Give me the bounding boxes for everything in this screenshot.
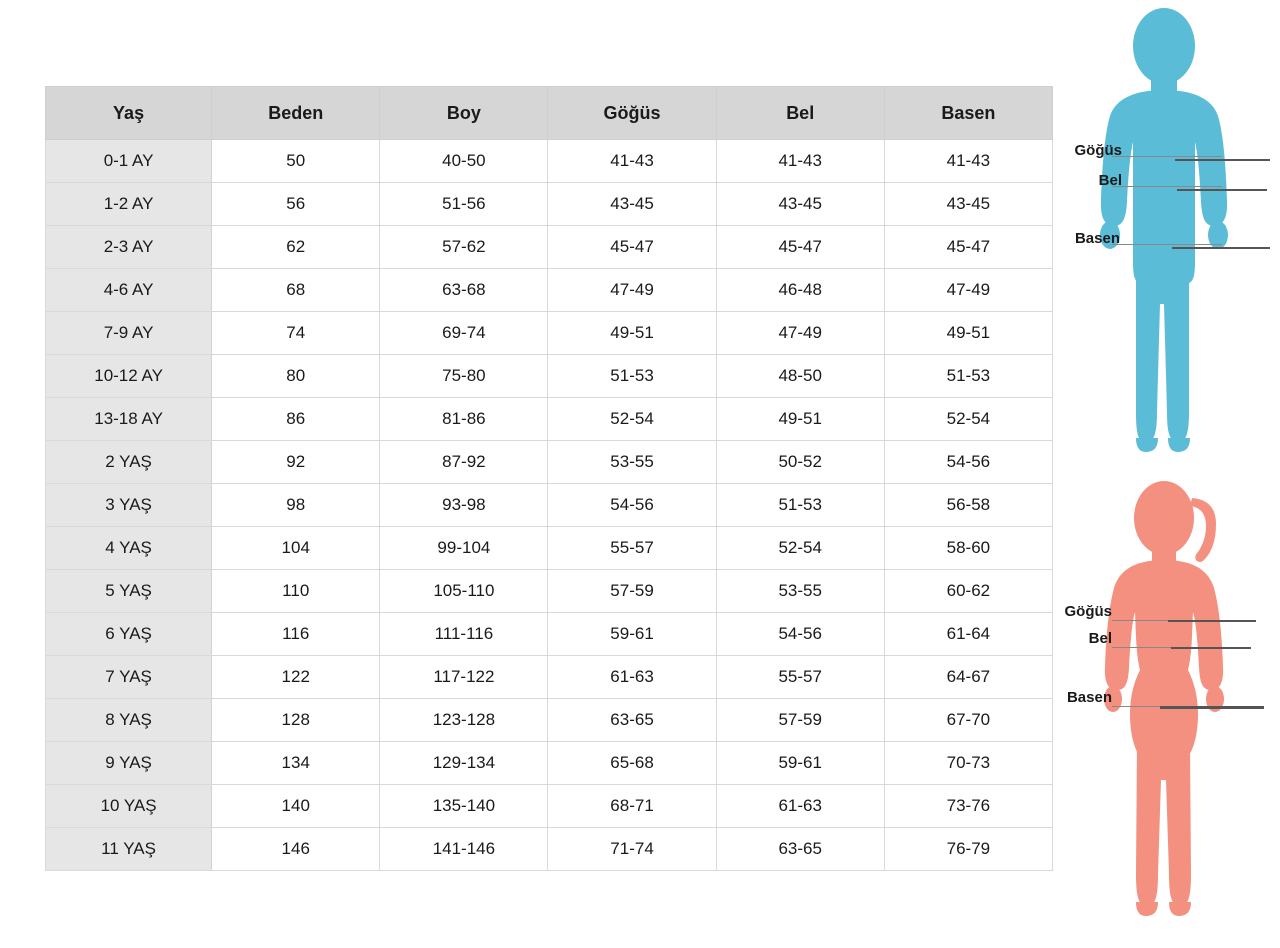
boy-waist-leader <box>1112 186 1222 187</box>
cell-gogus: 54-56 <box>548 484 716 527</box>
cell-beden: 140 <box>212 785 380 828</box>
column-header-bel: Bel <box>716 87 884 140</box>
cell-gogus: 43-45 <box>548 183 716 226</box>
cell-bel: 43-45 <box>716 183 884 226</box>
size-chart-table-container <box>45 86 1053 871</box>
table-row <box>46 484 1053 527</box>
cell-boy: 111-116 <box>380 613 548 656</box>
girl-waist-measure-line <box>1171 647 1251 649</box>
cell-basen: 61-64 <box>884 613 1052 656</box>
cell-bel: 48-50 <box>716 355 884 398</box>
cell-beden: 74 <box>212 312 380 355</box>
girl-chest-measure-line <box>1168 620 1256 622</box>
cell-gogus: 45-47 <box>548 226 716 269</box>
boy-waist-measure-line <box>1177 189 1267 191</box>
cell-beden: 62 <box>212 226 380 269</box>
table-row <box>46 140 1053 183</box>
cell-beden: 104 <box>212 527 380 570</box>
cell-age: 4-6 AY <box>46 269 212 312</box>
cell-basen: 64-67 <box>884 656 1052 699</box>
cell-gogus: 63-65 <box>548 699 716 742</box>
girl-hip-label: Basen <box>1066 689 1112 706</box>
cell-bel: 63-65 <box>716 828 884 871</box>
cell-boy: 57-62 <box>380 226 548 269</box>
cell-basen: 70-73 <box>884 742 1052 785</box>
cell-age: 10 YAŞ <box>46 785 212 828</box>
cell-beden: 110 <box>212 570 380 613</box>
cell-boy: 135-140 <box>380 785 548 828</box>
table-row <box>46 269 1053 312</box>
cell-gogus: 61-63 <box>548 656 716 699</box>
cell-boy: 99-104 <box>380 527 548 570</box>
table-row <box>46 828 1053 871</box>
table-row <box>46 742 1053 785</box>
cell-basen: 67-70 <box>884 699 1052 742</box>
cell-basen: 51-53 <box>884 355 1052 398</box>
table-row <box>46 656 1053 699</box>
cell-basen: 43-45 <box>884 183 1052 226</box>
column-header-boy: Boy <box>380 87 548 140</box>
cell-basen: 52-54 <box>884 398 1052 441</box>
cell-gogus: 52-54 <box>548 398 716 441</box>
column-header-gogus: Göğüs <box>548 87 716 140</box>
cell-gogus: 59-61 <box>548 613 716 656</box>
cell-boy: 117-122 <box>380 656 548 699</box>
cell-basen: 56-58 <box>884 484 1052 527</box>
boy-hip-measure-line <box>1172 247 1270 249</box>
table-row <box>46 699 1053 742</box>
girl-hip-measure-line <box>1160 706 1264 709</box>
cell-boy: 87-92 <box>380 441 548 484</box>
cell-gogus: 49-51 <box>548 312 716 355</box>
boy-hip-label: Basen <box>1074 230 1120 247</box>
cell-beden: 86 <box>212 398 380 441</box>
cell-boy: 81-86 <box>380 398 548 441</box>
cell-gogus: 68-71 <box>548 785 716 828</box>
cell-bel: 57-59 <box>716 699 884 742</box>
cell-bel: 45-47 <box>716 226 884 269</box>
cell-age: 7-9 AY <box>46 312 212 355</box>
cell-bel: 46-48 <box>716 269 884 312</box>
cell-bel: 47-49 <box>716 312 884 355</box>
cell-bel: 55-57 <box>716 656 884 699</box>
cell-gogus: 51-53 <box>548 355 716 398</box>
boy-waist-label: Bel <box>1098 172 1122 189</box>
cell-beden: 128 <box>212 699 380 742</box>
table-body <box>46 140 1053 871</box>
cell-boy: 69-74 <box>380 312 548 355</box>
girl-figure-container <box>1040 470 1280 948</box>
cell-age: 13-18 AY <box>46 398 212 441</box>
table-row <box>46 312 1053 355</box>
cell-bel: 49-51 <box>716 398 884 441</box>
cell-age: 8 YAŞ <box>46 699 212 742</box>
cell-boy: 51-56 <box>380 183 548 226</box>
cell-gogus: 65-68 <box>548 742 716 785</box>
cell-age: 7 YAŞ <box>46 656 212 699</box>
cell-beden: 80 <box>212 355 380 398</box>
boy-chest-leader <box>1112 156 1222 157</box>
cell-age: 3 YAŞ <box>46 484 212 527</box>
cell-basen: 76-79 <box>884 828 1052 871</box>
cell-gogus: 41-43 <box>548 140 716 183</box>
cell-boy: 129-134 <box>380 742 548 785</box>
table-row <box>46 570 1053 613</box>
cell-bel: 61-63 <box>716 785 884 828</box>
cell-boy: 40-50 <box>380 140 548 183</box>
girl-chest-label: Göğüs <box>1064 603 1112 620</box>
table-row <box>46 613 1053 656</box>
cell-boy: 105-110 <box>380 570 548 613</box>
cell-bel: 53-55 <box>716 570 884 613</box>
cell-beden: 68 <box>212 269 380 312</box>
cell-boy: 123-128 <box>380 699 548 742</box>
table-header <box>46 87 1053 140</box>
boy-hip-leader <box>1112 244 1222 245</box>
column-header-age: Yaş <box>46 87 212 140</box>
cell-age: 4 YAŞ <box>46 527 212 570</box>
cell-basen: 47-49 <box>884 269 1052 312</box>
cell-age: 2-3 AY <box>46 226 212 269</box>
table-row <box>46 183 1053 226</box>
cell-basen: 73-76 <box>884 785 1052 828</box>
cell-basen: 54-56 <box>884 441 1052 484</box>
table-row <box>46 355 1053 398</box>
table-row <box>46 226 1053 269</box>
boy-figure-container <box>1040 4 1280 484</box>
boy-chest-measure-line <box>1175 159 1270 161</box>
cell-basen: 58-60 <box>884 527 1052 570</box>
cell-basen: 60-62 <box>884 570 1052 613</box>
cell-gogus: 47-49 <box>548 269 716 312</box>
cell-gogus: 53-55 <box>548 441 716 484</box>
column-header-basen: Basen <box>884 87 1052 140</box>
cell-gogus: 71-74 <box>548 828 716 871</box>
cell-basen: 45-47 <box>884 226 1052 269</box>
cell-age: 5 YAŞ <box>46 570 212 613</box>
cell-age: 11 YAŞ <box>46 828 212 871</box>
cell-beden: 50 <box>212 140 380 183</box>
cell-beden: 56 <box>212 183 380 226</box>
girl-waist-label: Bel <box>1088 630 1112 647</box>
table-row <box>46 441 1053 484</box>
table-row <box>46 527 1053 570</box>
cell-basen: 49-51 <box>884 312 1052 355</box>
cell-age: 1-2 AY <box>46 183 212 226</box>
cell-boy: 93-98 <box>380 484 548 527</box>
cell-bel: 50-52 <box>716 441 884 484</box>
cell-boy: 141-146 <box>380 828 548 871</box>
cell-bel: 59-61 <box>716 742 884 785</box>
table-row <box>46 398 1053 441</box>
boy-chest-label: Göğüs <box>1074 142 1122 159</box>
cell-beden: 122 <box>212 656 380 699</box>
cell-age: 2 YAŞ <box>46 441 212 484</box>
size-chart-table <box>45 86 1053 871</box>
cell-gogus: 57-59 <box>548 570 716 613</box>
cell-bel: 52-54 <box>716 527 884 570</box>
cell-boy: 63-68 <box>380 269 548 312</box>
table-header-row <box>46 87 1053 140</box>
cell-basen: 41-43 <box>884 140 1052 183</box>
cell-age: 9 YAŞ <box>46 742 212 785</box>
cell-bel: 41-43 <box>716 140 884 183</box>
cell-age: 6 YAŞ <box>46 613 212 656</box>
cell-bel: 54-56 <box>716 613 884 656</box>
column-header-beden: Beden <box>212 87 380 140</box>
table-row <box>46 785 1053 828</box>
cell-age: 0-1 AY <box>46 140 212 183</box>
cell-beden: 116 <box>212 613 380 656</box>
cell-beden: 146 <box>212 828 380 871</box>
girl-figure-icon <box>1040 470 1280 948</box>
cell-beden: 92 <box>212 441 380 484</box>
cell-gogus: 55-57 <box>548 527 716 570</box>
cell-beden: 134 <box>212 742 380 785</box>
cell-boy: 75-80 <box>380 355 548 398</box>
cell-age: 10-12 AY <box>46 355 212 398</box>
cell-beden: 98 <box>212 484 380 527</box>
cell-bel: 51-53 <box>716 484 884 527</box>
